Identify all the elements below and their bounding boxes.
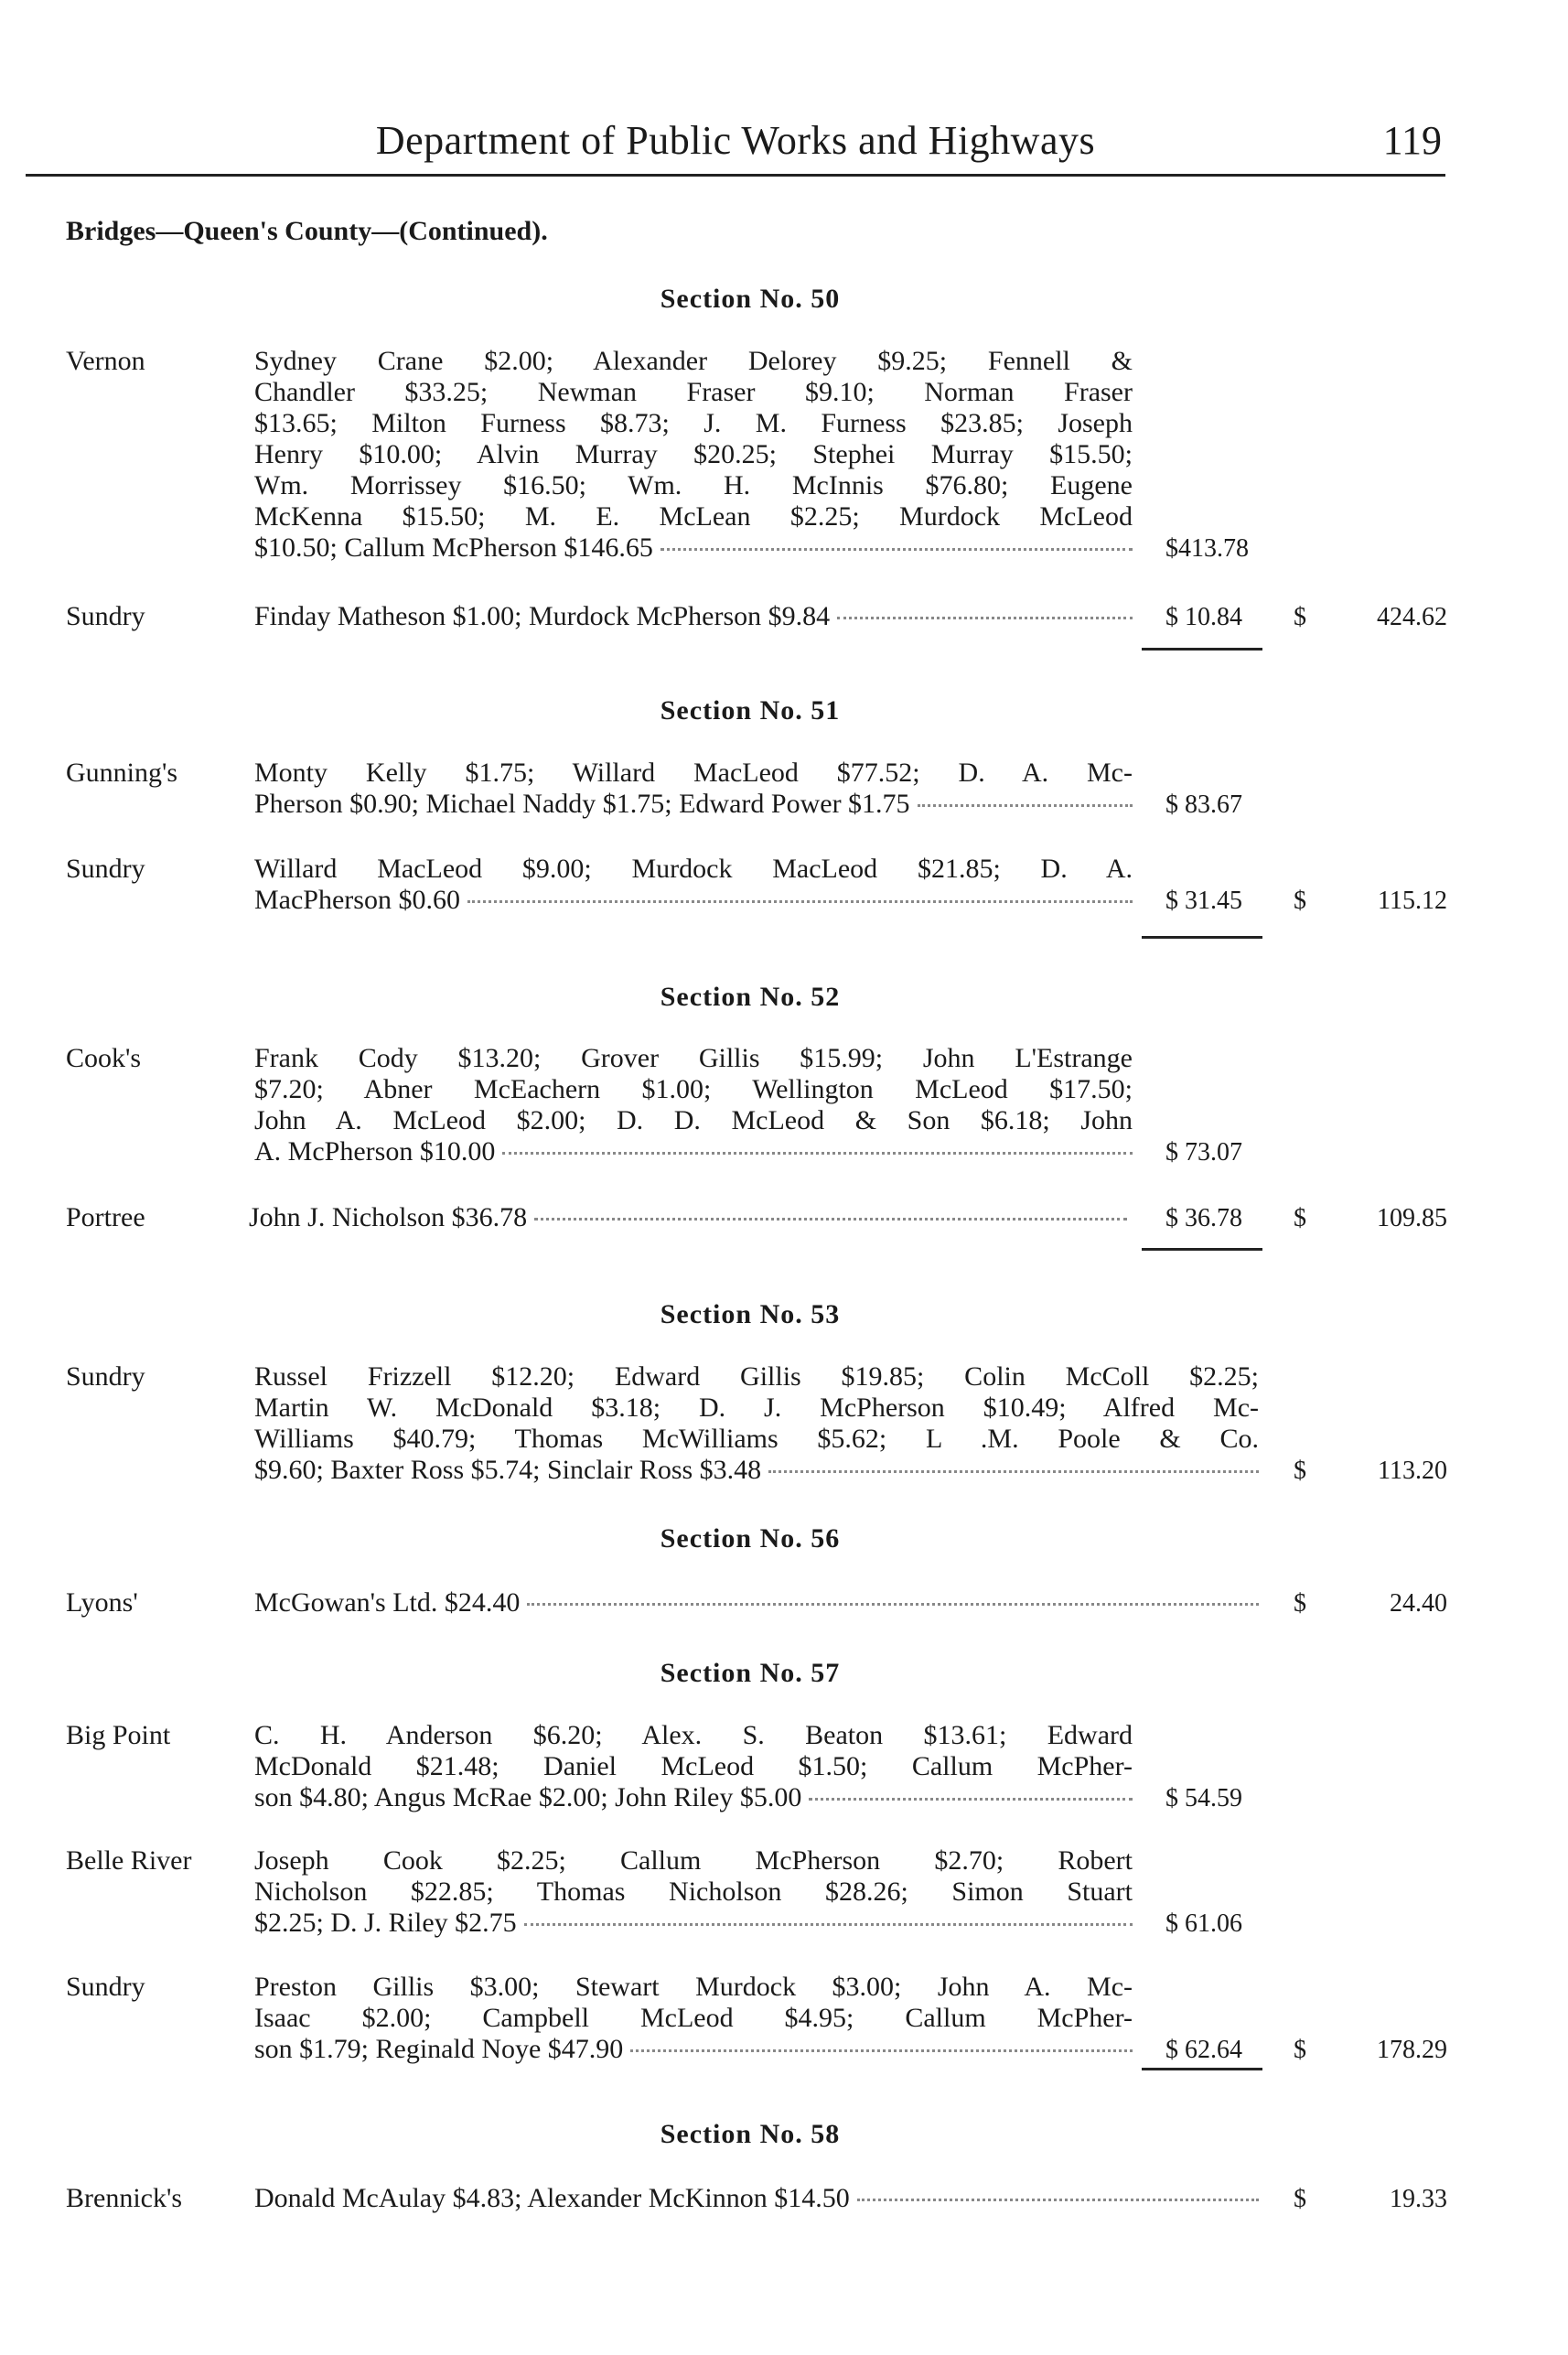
entry-amount: $ 62.64 xyxy=(1165,2036,1242,2064)
entry-amount: $ 36.78 xyxy=(1165,1204,1242,1232)
entry-line: Donald McAulay $4.83; Alexander McKinnon $14.50 xyxy=(254,2183,850,2213)
section-total: 109.85 xyxy=(1377,1204,1447,1232)
leader-dots xyxy=(918,804,1133,807)
entry-line-last xyxy=(254,789,1133,820)
entry-line: McKenna $15.50; M. E. McLean $2.25; Murdock McLeod xyxy=(254,501,1133,532)
page-number: 119 xyxy=(1382,118,1442,163)
entry-description xyxy=(254,2183,1259,2214)
section-title: Section No. 58 xyxy=(660,2119,841,2149)
total-dollar-sign: $ xyxy=(1294,1204,1306,1232)
entry-line: $7.20; Abner McEachern $1.00; Wellington McLeod $17.50; xyxy=(254,1074,1133,1104)
section-total: 424.62 xyxy=(1377,603,1447,631)
entry-line-last xyxy=(254,1587,1259,1618)
section-title: Section No. 52 xyxy=(660,982,841,1012)
entry-line: Nicholson $22.85; Thomas Nicholson $28.26; Simon Stuart xyxy=(254,1876,1133,1907)
entry-line: $13.65; Milton Furness $8.73; J. M. Furness $23.85; Joseph xyxy=(254,408,1133,438)
entry-line-last xyxy=(254,1782,1133,1813)
entry-line: McGowan's Ltd. $24.40 xyxy=(254,1587,521,1618)
entry-line: Finday Matheson $1.00; Murdock McPherson $9.84 xyxy=(254,601,831,631)
total-dollar-sign: $ xyxy=(1294,887,1306,915)
entry-amount: $413.78 xyxy=(1165,534,1249,563)
page-header xyxy=(26,112,1445,177)
entry-amount: $ 61.06 xyxy=(1165,1909,1242,1938)
entry-line-last xyxy=(254,885,1133,916)
subtotal-rule xyxy=(1142,648,1262,651)
leader-dots xyxy=(768,1470,1259,1473)
entry-line-last xyxy=(254,1908,1133,1939)
entry-description xyxy=(254,1845,1133,1939)
entry-line-last xyxy=(254,2183,1259,2214)
entry-line: Sydney Crane $2.00; Alexander Delorey $9.25; Fennell & xyxy=(254,346,1133,376)
entry-line: A. McPherson $10.00 xyxy=(254,1136,496,1167)
entry-line-last xyxy=(254,601,1133,632)
entry-amount: $ 31.45 xyxy=(1165,887,1242,915)
entry-line: Henry $10.00; Alvin Murray $20.25; Stephei Murray $15.50; xyxy=(254,439,1133,469)
entry-line: $9.60; Baxter Ross $5.74; Sinclair Ross $3.48 xyxy=(254,1455,762,1485)
entry-line: $2.25; D. J. Riley $2.75 xyxy=(254,1908,517,1938)
entry-place: Gunning's xyxy=(66,758,178,788)
entry-line: son $4.80; Angus McRae $2.00; John Riley $5.00 xyxy=(254,1782,802,1812)
leader-dots xyxy=(502,1152,1133,1155)
entry-amount: $ 10.84 xyxy=(1165,603,1242,631)
entry-amount: $ 54.59 xyxy=(1165,1784,1242,1812)
entry-place: Cook's xyxy=(66,1043,142,1073)
entry-place: Sundry xyxy=(66,854,145,884)
entry-line: Russel Frizzell $12.20; Edward Gillis $19.85; Colin McColl $2.25; xyxy=(254,1361,1259,1392)
section-total: 115.12 xyxy=(1378,887,1447,915)
entry-line: C. H. Anderson $6.20; Alex. S. Beaton $13.61; Edward xyxy=(254,1720,1133,1750)
entry-description xyxy=(249,1202,1127,1233)
entry-amount: $ 83.67 xyxy=(1165,790,1242,819)
total-dollar-sign: $ xyxy=(1294,1589,1306,1618)
entry-line-last xyxy=(254,532,1133,564)
leader-dots xyxy=(660,548,1133,551)
entry-line: Joseph Cook $2.25; Callum McPherson $2.70; Robert xyxy=(254,1845,1133,1876)
subtotal-rule xyxy=(1142,936,1262,939)
entry-line: Williams $40.79; Thomas McWilliams $5.62; L .M. Poole & Co. xyxy=(254,1424,1259,1454)
entry-line: Preston Gillis $3.00; Stewart Murdock $3.00; John A. Mc- xyxy=(254,1972,1133,2002)
entry-description xyxy=(254,601,1133,632)
entry-line: son $1.79; Reginald Noye $47.90 xyxy=(254,2034,624,2064)
subtotal-rule xyxy=(1142,2068,1262,2070)
entry-line: Isaac $2.00; Campbell McLeod $4.95; Callum McPher- xyxy=(254,2003,1133,2033)
entry-line: John A. McLeod $2.00; D. D. McLeod & Son $6.18; John xyxy=(254,1105,1133,1135)
entry-description xyxy=(254,1361,1259,1486)
subtotal-rule xyxy=(1142,1248,1262,1251)
page-title: Department of Public Works and Highways xyxy=(375,118,1096,163)
entry-place: Sundry xyxy=(66,601,145,631)
section-total: 178.29 xyxy=(1377,2036,1447,2064)
total-dollar-sign: $ xyxy=(1294,2185,1306,2213)
entry-line-last xyxy=(254,2034,1133,2065)
entry-line: Martin W. McDonald $3.18; D. J. McPherson $10.49; Alfred Mc- xyxy=(254,1393,1259,1423)
entry-line: Monty Kelly $1.75; Willard MacLeod $77.52; D. A. Mc- xyxy=(254,758,1133,788)
section-title: Section No. 56 xyxy=(660,1523,841,1554)
entry-line: Frank Cody $13.20; Grover Gillis $15.99; John L'Estrange xyxy=(254,1043,1133,1073)
total-dollar-sign: $ xyxy=(1294,2036,1306,2064)
entry-description xyxy=(254,1720,1133,1813)
entry-amount: $ 73.07 xyxy=(1165,1138,1242,1167)
entry-line: Wm. Morrissey $16.50; Wm. H. McInnis $76.80; Eugene xyxy=(254,470,1133,500)
section-title: Section No. 57 xyxy=(660,1658,841,1688)
leader-dots xyxy=(837,617,1133,619)
entry-line-last xyxy=(254,1136,1133,1167)
entry-place: Vernon xyxy=(66,346,145,376)
entry-line-last xyxy=(249,1202,1127,1233)
leader-dots xyxy=(857,2199,1259,2201)
total-dollar-sign: $ xyxy=(1294,1457,1306,1485)
entry-description xyxy=(254,758,1133,820)
entry-description xyxy=(254,1972,1133,2065)
table-subtitle: Bridges—Queen's County—(Continued). xyxy=(66,216,548,246)
entry-place: Belle River xyxy=(66,1845,192,1876)
section-title: Section No. 53 xyxy=(660,1299,841,1329)
entry-line: $10.50; Callum McPherson $146.65 xyxy=(254,532,653,563)
section-total: 19.33 xyxy=(1390,2185,1447,2213)
entry-place: Lyons' xyxy=(66,1587,138,1618)
entry-line: Chandler $33.25; Newman Fraser $9.10; Norman Fraser xyxy=(254,377,1133,407)
entry-place: Portree xyxy=(66,1202,145,1232)
entry-line: John J. Nicholson $36.78 xyxy=(249,1202,528,1232)
entry-place: Sundry xyxy=(66,1972,145,2002)
entry-description xyxy=(254,1043,1133,1167)
section-title: Section No. 50 xyxy=(660,284,841,314)
leader-dots xyxy=(534,1218,1127,1221)
entry-line-last xyxy=(254,1455,1259,1486)
leader-dots xyxy=(524,1923,1133,1926)
total-dollar-sign: $ xyxy=(1294,603,1306,631)
section-title: Section No. 51 xyxy=(660,695,841,726)
entry-line: Pherson $0.90; Michael Naddy $1.75; Edward Power $1.75 xyxy=(254,789,910,819)
leader-dots xyxy=(630,2049,1133,2052)
entry-description xyxy=(254,346,1133,564)
entry-place: Sundry xyxy=(66,1361,145,1392)
leader-dots xyxy=(527,1603,1259,1606)
entry-place: Brennick's xyxy=(66,2183,183,2213)
entry-description xyxy=(254,1587,1259,1618)
entry-description xyxy=(254,854,1133,916)
section-total: 24.40 xyxy=(1390,1589,1447,1618)
leader-dots xyxy=(467,900,1133,903)
section-total: 113.20 xyxy=(1378,1457,1447,1485)
entry-line: McDonald $21.48; Daniel McLeod $1.50; Callum McPher- xyxy=(254,1751,1133,1781)
leader-dots xyxy=(809,1798,1133,1801)
entry-line: MacPherson $0.60 xyxy=(254,885,460,915)
entry-place: Big Point xyxy=(66,1720,171,1750)
entry-line: Willard MacLeod $9.00; Murdock MacLeod $21.85; D. A. xyxy=(254,854,1133,884)
